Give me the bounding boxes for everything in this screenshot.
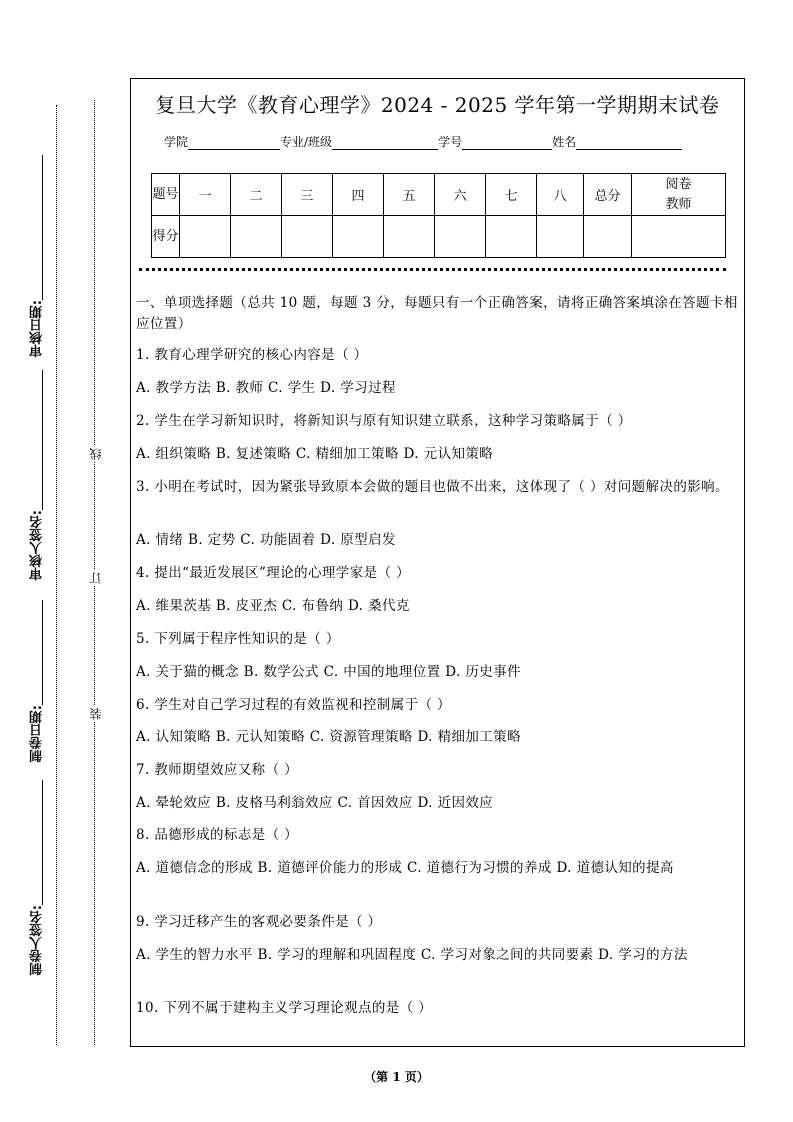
name-field[interactable] [576, 137, 682, 150]
maker-date-label: 制卷日期: [30, 705, 45, 763]
question-stem: 6. 学生对自己学习过程的有效监视和控制属于（ ） [136, 697, 451, 713]
score-table [151, 173, 726, 258]
question-stem: 4. 提出“最近发展区”理论的心理学家是（ ） [136, 565, 410, 581]
question-options: A. 组织策略 B. 复述策略 C. 精细加工策略 D. 元认知策略 [136, 446, 494, 462]
question-stem: 7. 教师期望效应又称（ ） [136, 762, 299, 778]
question-stem: 10. 下列不属于建构主义学习理论观点的是（ ） [136, 1000, 433, 1016]
question-options: A. 教学方法 B. 教师 C. 学生 D. 学习过程 [136, 380, 396, 396]
question-options: A. 情绪 B. 定势 C. 功能固着 D. 原型启发 [136, 532, 396, 548]
score-col-header: 七 [486, 174, 537, 216]
binding-char-bind: 订 [89, 572, 103, 584]
question-stem: 1. 教育心理学研究的核心内容是（ ） [136, 347, 368, 363]
score-header-row [152, 174, 726, 216]
student-id-label: 学号 [438, 135, 463, 149]
score-cell[interactable] [537, 216, 584, 258]
student-id-field[interactable] [462, 137, 552, 150]
total-score-cell[interactable] [584, 216, 632, 258]
exam-title: 复旦大学《教育心理学》2024 - 2025 学年第一学期期末试卷 [155, 93, 720, 117]
question-stem: 5. 下列属于程序性知识的是（ ） [136, 631, 340, 647]
score-cell[interactable] [180, 216, 231, 258]
score-col-header: 一 [180, 174, 231, 216]
score-col-header: 六 [435, 174, 486, 216]
score-cell[interactable] [282, 216, 333, 258]
major-label: 专业/班级 [280, 135, 333, 149]
score-col-header: 总分 [584, 174, 632, 216]
question-options: A. 关于猫的概念 B. 数学公式 C. 中国的地理位置 D. 历史事件 [136, 664, 521, 680]
binding-char-fix: 装 [89, 708, 103, 720]
college-field[interactable] [188, 137, 280, 150]
outer-dotted-line [56, 105, 57, 1045]
question-options: A. 认知策略 B. 元认知策略 C. 资源管理策略 D. 精细加工策略 [136, 729, 521, 745]
page-footer: （第 1 页） [364, 1070, 429, 1084]
section-heading: 一、单项选择题（总共 10 题，每题 3 分，每题只有一个正确答案，请将正确答案填涂在答题卡相应位置） [136, 295, 738, 332]
question-stem: 2. 学生在学习新知识时，将新知识与原有知识建立联系，这种学习策略属于（ ） [136, 413, 632, 429]
question-stem: 9. 学习迁移产生的客观必要条件是（ ） [136, 914, 382, 930]
review-date-label: 审核日期: [30, 300, 45, 358]
question-options: A. 道德信念的形成 B. 道德评价能力的形成 C. 道德行为习惯的养成 D. 道德认知的提高 [136, 860, 674, 876]
score-col-header: 二 [231, 174, 282, 216]
score-cell[interactable] [435, 216, 486, 258]
score-col-header: 三 [282, 174, 333, 216]
score-cell[interactable] [384, 216, 435, 258]
review-date-line [42, 155, 43, 300]
score-label-cell: 得分 [152, 216, 180, 258]
score-cell[interactable] [231, 216, 282, 258]
question-options: A. 维果茨基 B. 皮亚杰 C. 布鲁纳 D. 桑代克 [136, 598, 410, 614]
question-options: A. 学生的智力水平 B. 学习的理解和巩固程度 C. 学习对象之间的共同要素 D. 学习的方法 [136, 947, 688, 963]
dotted-separator [139, 268, 726, 271]
question-stem: 8. 品德形成的标志是（ ） [136, 827, 299, 843]
score-cell[interactable] [333, 216, 384, 258]
maker-sign-line [42, 780, 43, 905]
score-col-header: 八 [537, 174, 584, 216]
binding-char-line: 线 [89, 448, 103, 460]
score-col-header: 四 [333, 174, 384, 216]
student-info-row [164, 133, 682, 150]
score-value-row [152, 216, 726, 258]
major-field[interactable] [332, 137, 438, 150]
college-label: 学院 [164, 135, 189, 149]
score-cell[interactable] [486, 216, 537, 258]
reviewer-sign-label: 审核人签名: [30, 510, 45, 581]
question-options: A. 晕轮效应 B. 皮格马利翁效应 C. 首因效应 D. 近因效应 [136, 795, 494, 811]
name-label: 姓名 [552, 135, 577, 149]
reviewer-sign-line [42, 370, 43, 510]
reviewer-cell[interactable] [632, 216, 726, 258]
maker-sign-label: 制卷人签名: [30, 905, 45, 976]
question-stem: 3. 小明在考试时，因为紧张导致原本会做的题目也做不出来，这体现了（ ）对问题解决的影响。 [136, 479, 729, 495]
header-label-cell: 题号 [152, 174, 180, 216]
exam-frame [130, 78, 745, 1047]
reviewer-col-header: 阅卷教师 [632, 174, 726, 216]
maker-date-line [42, 600, 43, 705]
score-col-header: 五 [384, 174, 435, 216]
